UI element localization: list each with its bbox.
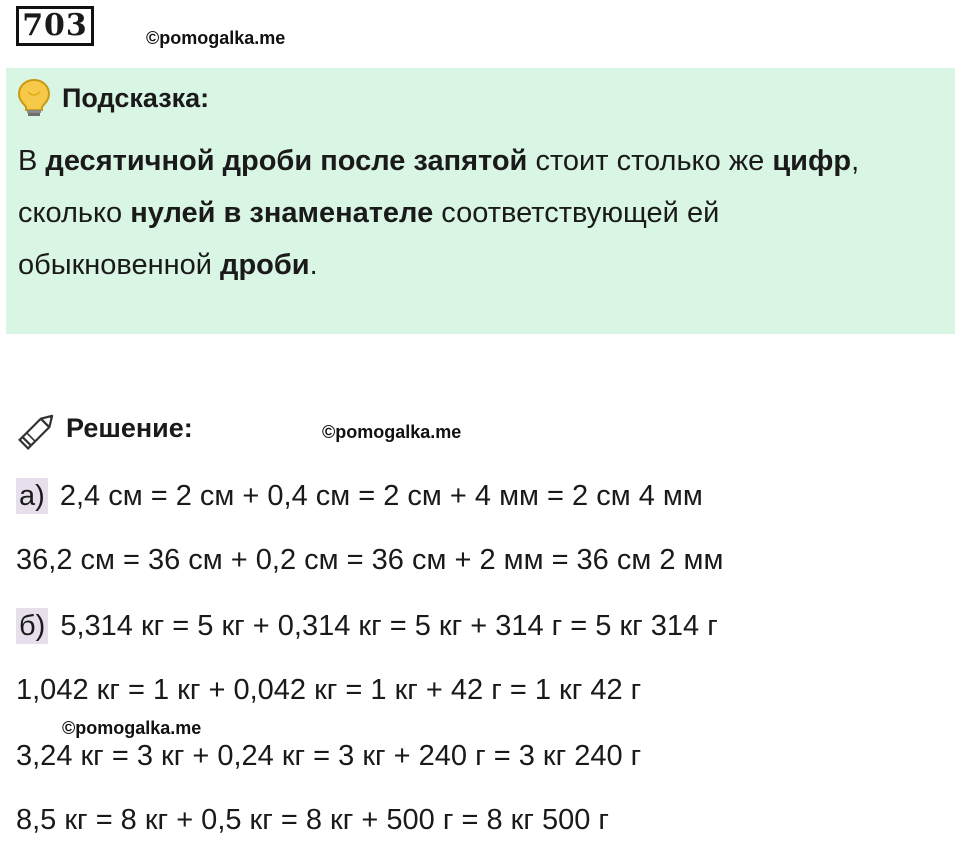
hint-bold: десятичной дроби после запятой <box>45 145 528 177</box>
watermark-middle: ©pomogalka.me <box>62 718 202 738</box>
lightbulb-icon <box>16 78 52 118</box>
solution-text: 8,5 кг = 8 кг + 0,5 кг = 8 кг + 500 г = 8 кг 500 г <box>16 804 609 836</box>
solution-line-b3 <box>16 738 641 774</box>
hint-text: сколько <box>18 197 131 229</box>
hint-bold: нулей в знаменателе <box>130 197 434 229</box>
solution-line-a1 <box>16 478 703 514</box>
hint-bold: цифр <box>772 145 852 177</box>
solution-title: Решение: <box>66 413 193 443</box>
solution-text: 36,2 см = 36 см + 0,2 см = 36 см + 2 мм = 36 см 2 мм <box>16 544 724 576</box>
solution-line-b4 <box>16 802 609 838</box>
part-b-label: б) <box>16 608 48 644</box>
solution-text: 3,24 кг = 3 кг + 0,24 кг = 3 кг + 240 г = 3 кг 240 г <box>16 740 642 772</box>
pencil-icon <box>16 408 60 452</box>
solution-line-a2 <box>16 542 723 578</box>
hint-text: . <box>309 249 318 281</box>
task-number: 703 <box>16 6 94 46</box>
hint-title: Подсказка: <box>62 83 210 113</box>
hint-line-2 <box>18 195 719 231</box>
part-a-label: а) <box>16 478 48 514</box>
hint-bold: дроби <box>220 249 310 281</box>
hint-text: стоит столько же <box>527 145 773 177</box>
hint-text: В <box>18 145 46 177</box>
hint-text: соответствующей ей <box>433 197 720 229</box>
solution-line-b2 <box>16 672 641 708</box>
hint-text: обыкновенной <box>18 249 221 281</box>
solution-text: 5,314 кг = 5 кг + 0,314 кг = 5 кг + 314 г = 5 кг 314 г <box>52 610 718 642</box>
hint-text: , <box>851 145 860 177</box>
watermark-top: ©pomogalka.me <box>146 28 286 48</box>
solution-text: 2,4 см = 2 см + 0,4 см = 2 см + 4 мм = 2 см 4 мм <box>51 480 703 512</box>
watermark-solution: ©pomogalka.me <box>322 422 462 442</box>
hint-line-1 <box>18 143 859 179</box>
solution-line-b1 <box>16 608 718 644</box>
solution-text: 1,042 кг = 1 кг + 0,042 кг = 1 кг + 42 г = 1 кг 42 г <box>16 674 642 706</box>
hint-line-3 <box>18 247 318 283</box>
